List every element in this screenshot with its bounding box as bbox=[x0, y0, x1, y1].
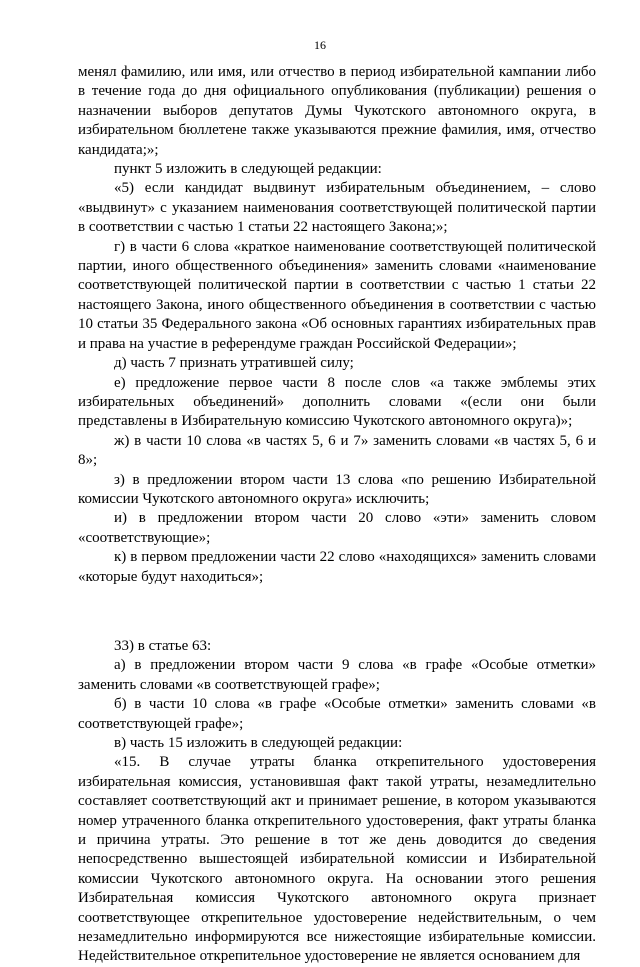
paragraph-spacer bbox=[78, 602, 596, 622]
paragraph: д) часть 7 признать утратившей силу; bbox=[114, 355, 354, 372]
paragraph: пункт 5 изложить в следующей редакции: bbox=[114, 161, 382, 178]
paragraph: «5) если кандидат выдвинут избирательным объединением, – слово «выдвинут» с указанием наименования соответствующей политической партии в соответствии с частью 1 статьи 22 настоящего Закона;»; bbox=[78, 180, 596, 236]
paragraph: «15. В случае утраты бланка открепительного удостоверения избирательная комиссия, установившая факт такой утраты, незамедлительно составляет соответствующий акт и принимает решение, в котором указываются номер утраченного бланка открепительного удостоверения, факт утраты бланка и причина утраты. Это решение в тот же день доводится до сведения непосредственно вышестоящей избирательной комиссии и Избирательной комиссии Чукотского автономного округа. На основании этого решения Избирательная комиссия Чукотского автономного округа признает соответствующее открепительное удостоверение недействительным, о чем незамедлительно информируются все нижестоящие избирательные комиссии. Недействительное открепительное удостоверение не является основанием для bbox=[78, 754, 596, 965]
paragraph: к) в первом предложении части 22 слово «находящихся» заменить словами «которые будут находиться»; bbox=[78, 549, 596, 585]
document-body bbox=[78, 63, 596, 967]
paragraph: а) в предложении втором части 9 слова «в графе «Особые отметки» заменить словами «в соответствующей графе»; bbox=[78, 657, 596, 693]
page-number: 16 bbox=[314, 38, 326, 52]
paragraph: б) в части 10 слова «в графе «Особые отметки» заменить словами «в соответствующей графе»; bbox=[78, 696, 596, 732]
paragraph: г) в части 6 слова «краткое наименование соответствующей политической партии, иного общественного объединения» заменить словами «наименование соответствующей политической партии в соответствии с частью 1 статьи 22 настоящего Закона, иного общественного объединения в соответствии с частью 10 статьи 35 Федерального закона «Об основных гарантиях избирательных прав и права на участие в референдуме граждан Российской Федерации»; bbox=[78, 238, 596, 352]
paragraph: 33) в статье 63: bbox=[114, 637, 212, 654]
paragraph: в) часть 15 изложить в следующей редакции: bbox=[114, 735, 403, 751]
paragraph: ж) в части 10 слова «в частях 5, 6 и 7» заменить словами «в частях 5, 6 и 8»; bbox=[78, 432, 596, 469]
paragraph: з) в предложении втором части 13 слова «по решению Избирательной комиссии Чукотского автономного округа» исключить; bbox=[78, 471, 596, 507]
paragraph: менял фамилию, или имя, или отчество в период избирательной кампании либо в течение года до дня официального опубликования (публикации) решения о назначении выборов депутатов Думы Чукотского автономного округа, в избирательном бюллетене также указываются прежние фамилия, имя, отчество кандидата;»; bbox=[78, 64, 596, 158]
paragraph: е) предложение первое части 8 после слов «а также эмблемы этих избирательных объединений» дополнить словами «(если они были представлены в Избирательную комиссию Чукотского автономного округа)»; bbox=[78, 374, 596, 430]
paragraph: и) в предложении втором части 20 слово «эти» заменить словом «соответствующие»; bbox=[78, 510, 596, 546]
